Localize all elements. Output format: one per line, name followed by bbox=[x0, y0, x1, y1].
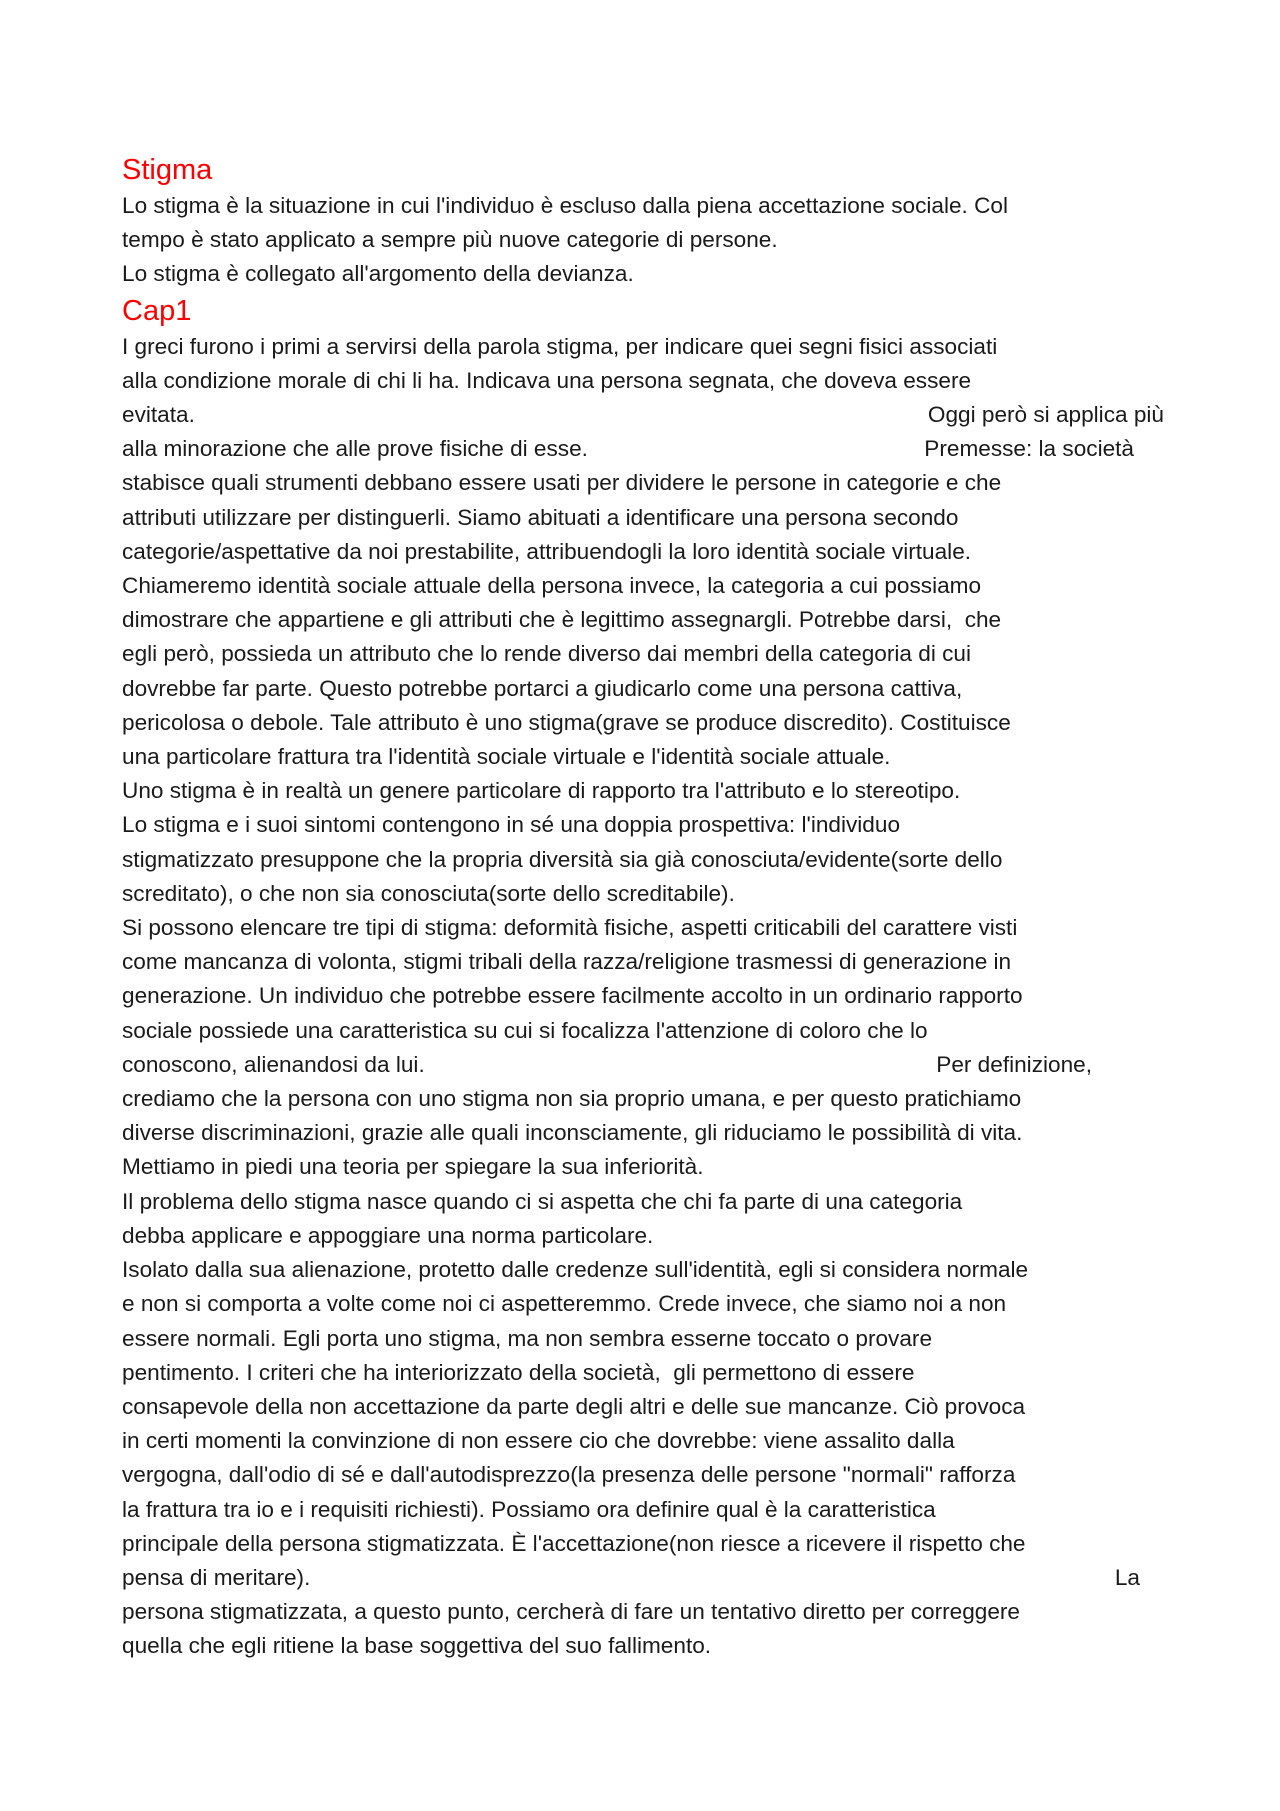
text-line: vergogna, dall'odio di sé e dall'autodisprezzo(la presenza delle persone "normali" rafforza bbox=[122, 1462, 1016, 1488]
text-line: pentimento. I criteri che ha interiorizzato della società, gli permettono di essere bbox=[122, 1359, 915, 1385]
text-line-split bbox=[122, 432, 1172, 466]
text-line-right: Oggi però si applica più bbox=[927, 402, 1164, 428]
text-line: essere normali. Egli porta uno stigma, ma non sembra esserne toccato o provare bbox=[122, 1325, 933, 1351]
section-heading-stigma: Stigma bbox=[122, 154, 213, 186]
text-line: pericolosa o debole. Tale attributo è uno stigma(grave se produce discredito). Costituisce bbox=[122, 709, 1011, 735]
text-line: quella che egli ritiene la base soggettiva del suo fallimento. bbox=[122, 1633, 712, 1659]
text-line: Chiameremo identità sociale attuale della persona invece, la categoria a cui possiamo bbox=[122, 573, 982, 599]
text-line: egli però, possieda un attributo che lo rende diverso dai membri della categoria di cui bbox=[122, 641, 972, 667]
text-line: generazione. Un individuo che potrebbe essere facilmente accolto in un ordinario rapporto bbox=[122, 983, 1023, 1009]
text-line: screditato), o che non sia conosciuta(sorte dello screditabile). bbox=[122, 880, 735, 906]
text-line: categorie/aspettative da noi prestabilite, attribuendogli la loro identità sociale virtuale. bbox=[122, 538, 972, 564]
text-line: come mancanza di volonta, stigmi tribali della razza/religione trasmessi di generazione in bbox=[122, 949, 1012, 975]
text-line: I greci furono i primi a servirsi della parola stigma, per indicare quei segni fisici associati bbox=[122, 333, 998, 359]
text-line: tempo è stato applicato a sempre più nuove categorie di persone. bbox=[122, 227, 778, 253]
text-line: diverse discriminazioni, grazie alle quali inconsciamente, gli riduciamo le possibilità di vita. bbox=[122, 1120, 1023, 1146]
text-line: crediamo che la persona con uno stigma non sia proprio umana, e per questo pratichiamo bbox=[122, 1086, 1022, 1112]
text-line: una particolare frattura tra l'identità sociale virtuale e l'identità sociale attuale. bbox=[122, 744, 891, 770]
text-line-left: evitata. bbox=[122, 402, 195, 428]
text-line: Lo stigma e i suoi sintomi contengono in sé una doppia prospettiva: l'individuo bbox=[122, 812, 901, 838]
text-line-right: Premesse: la società bbox=[924, 436, 1134, 462]
document-page bbox=[122, 151, 1172, 1664]
text-line: stigmatizzato presuppone che la propria diversità sia già conosciuta/evidente(sorte dello bbox=[122, 846, 1003, 872]
text-line-right: Per definizione, bbox=[936, 1051, 1092, 1077]
text-line: Lo stigma è collegato all'argomento della devianza. bbox=[122, 261, 634, 287]
text-line-split bbox=[122, 1048, 1172, 1082]
text-line: Mettiamo in piedi una teoria per spiegare la sua inferiorità. bbox=[122, 1154, 704, 1180]
text-line-left: conoscono, alienandosi da lui. bbox=[122, 1051, 425, 1077]
section-heading-cap1: Cap1 bbox=[122, 294, 192, 327]
text-line: Uno stigma è in realtà un genere particolare di rapporto tra l'attributo e lo stereotipo. bbox=[122, 778, 961, 804]
text-line: dimostrare che appartiene e gli attributi che è legittimo assegnargli. Potrebbe darsi, che bbox=[122, 607, 1002, 633]
text-line: alla condizione morale di chi li ha. Indicava una persona segnata, che doveva essere bbox=[122, 367, 972, 393]
text-line-right: La bbox=[1114, 1564, 1140, 1590]
text-line: consapevole della non accettazione da parte degli altri e delle sue mancanze. Ciò provoca bbox=[122, 1393, 1026, 1419]
text-line: dovrebbe far parte. Questo potrebbe portarci a giudicarlo come una persona cattiva, bbox=[122, 675, 963, 701]
text-line: Isolato dalla sua alienazione, protetto dalle credenze sull'identità, egli si considera normale bbox=[122, 1257, 1029, 1283]
text-line: stabisce quali strumenti debbano essere usati per dividere le persone in categorie e che bbox=[122, 470, 1002, 496]
text-line: in certi momenti la convinzione di non essere cio che dovrebbe: viene assalito dalla bbox=[122, 1428, 955, 1454]
text-line: sociale possiede una caratteristica su cui si focalizza l'attenzione di coloro che lo bbox=[122, 1017, 928, 1043]
text-line: la frattura tra io e i requisiti richiesti). Possiamo ora definire qual è la caratteristica bbox=[122, 1496, 936, 1522]
text-line: Il problema dello stigma nasce quando ci si aspetta che chi fa parte di una categoria bbox=[122, 1188, 963, 1214]
text-line-split bbox=[122, 398, 1172, 432]
text-line: Lo stigma è la situazione in cui l'individuo è escluso dalla piena accettazione sociale. Col bbox=[122, 193, 1008, 218]
text-line: e non si comporta a volte come noi ci aspetteremmo. Crede invece, che siamo noi a non bbox=[122, 1291, 1007, 1317]
text-line: principale della persona stigmatizzata. È l'accettazione(non riesce a ricevere il rispetto che bbox=[122, 1530, 1026, 1556]
text-line-left: alla minorazione che alle prove fisiche di esse. bbox=[122, 436, 588, 462]
text-line: persona stigmatizzata, a questo punto, cercherà di fare un tentativo diretto per correggere bbox=[122, 1599, 1020, 1625]
text-line: Si possono elencare tre tipi di stigma: deformità fisiche, aspetti criticabili del carattere visti bbox=[122, 915, 1018, 941]
text-line-split bbox=[122, 1561, 1172, 1595]
text-line-left: pensa di meritare). bbox=[122, 1564, 311, 1590]
text-line: debba applicare e appoggiare una norma particolare. bbox=[122, 1222, 654, 1248]
text-line: attributi utilizzare per distinguerli. Siamo abituati a identificare una persona secondo bbox=[122, 504, 959, 530]
